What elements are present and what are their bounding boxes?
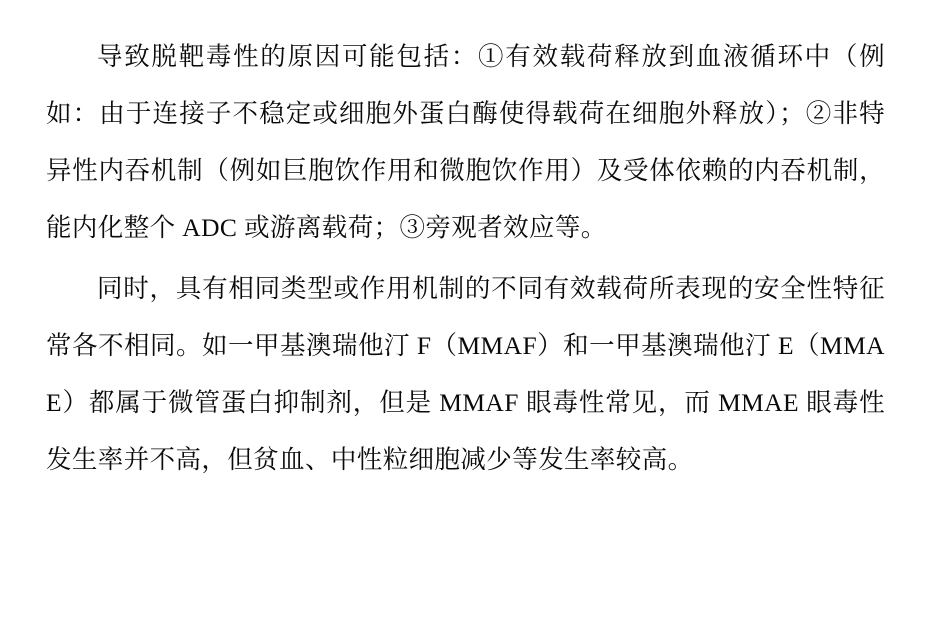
paragraph-1: 导致脱靶毒性的原因可能包括：①有效载荷释放到血液循环中（例如：由于连接子不稳定或细胞外蛋白酶使得载荷在细胞外释放）；②非特异性内吞机制（例如巨胞饮作用和微胞饮作用）及受体依赖的内吞机制，能内化整个 ADC 或游离载荷；③旁观者效应等。	[46, 42, 885, 242]
paragraph-2: 同时，具有相同类型或作用机制的不同有效载荷所表现的安全性特征常各不相同。如一甲基澳瑞他汀 F（MMAF）和一甲基澳瑞他汀 E（MMAE）都属于微管蛋白抑制剂，但是 MMAF 眼毒性常见，而 MMAE 眼毒性发生率并不高，但贫血、中性粒细胞减少等发生率较高。	[46, 274, 885, 474]
document-body	[46, 28, 885, 488]
